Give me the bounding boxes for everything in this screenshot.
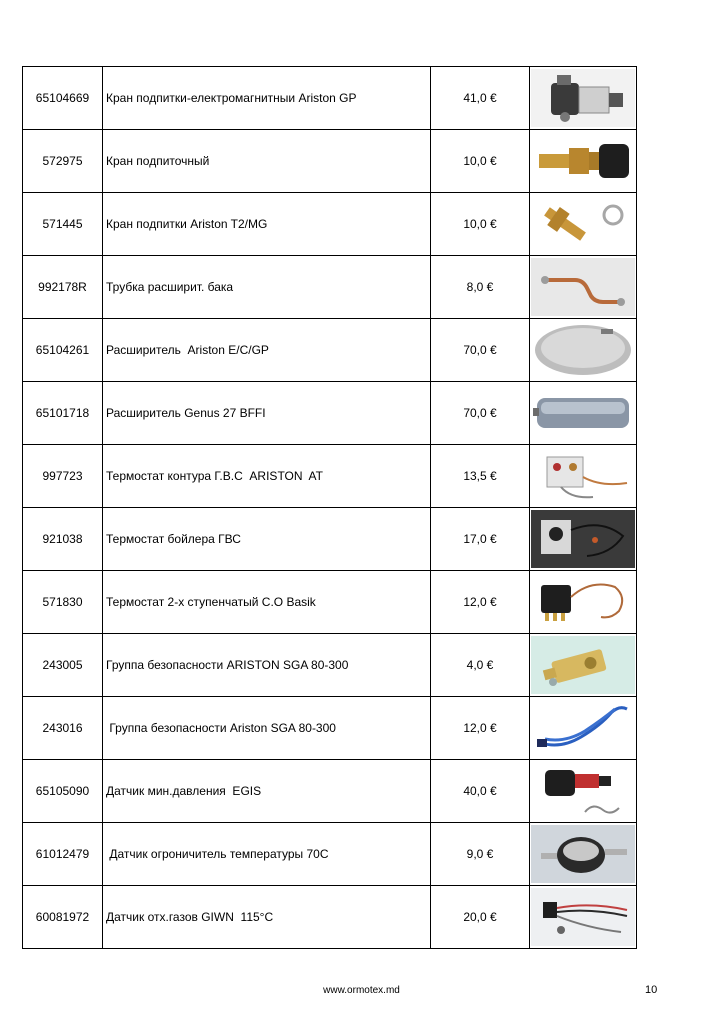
product-price: 20,0 € [431,886,530,949]
product-name: Датчик мин.давления EGIS [103,760,431,823]
product-code: 243016 [23,697,103,760]
product-name: Термостат бойлера ГВС [103,508,431,571]
table-row [23,445,637,508]
safety-valve-fitting-photo [531,636,635,694]
circuit-thermostat-photo [531,447,635,505]
flue-gas-sensor-photo [531,888,635,946]
copper-pipe-photo [531,258,635,316]
product-name: Группа безопасности ARISTON SGA 80-300 [103,634,431,697]
table-row [23,193,637,256]
table-row [23,319,637,382]
table-row [23,571,637,634]
blue-cable-sensor-photo [531,699,635,757]
product-name: Расширитель Genus 27 BFFI [103,382,431,445]
product-code: 997723 [23,445,103,508]
two-stage-thermostat-photo [531,573,635,631]
footer-url: www.ormotex.md [323,985,400,996]
product-price: 70,0 € [431,382,530,445]
product-price: 41,0 € [431,67,530,130]
product-code: 572975 [23,130,103,193]
product-code: 992178R [23,256,103,319]
product-price: 12,0 € [431,571,530,634]
product-name: Датчик отх.газов GIWN 115°C [103,886,431,949]
product-price: 70,0 € [431,319,530,382]
brass-tap-photo [531,132,635,190]
product-price: 4,0 € [431,634,530,697]
table-row [23,130,637,193]
product-code: 571830 [23,571,103,634]
pressure-sensor-photo [531,762,635,820]
product-name: Кран подпитки-електромагнитныи Ariston GP [103,67,431,130]
product-price: 10,0 € [431,130,530,193]
product-code: 60081972 [23,886,103,949]
product-code: 65104669 [23,67,103,130]
product-code: 243005 [23,634,103,697]
table-row [23,382,637,445]
round-expansion-tank-photo [531,321,635,379]
table-row [23,823,637,886]
product-name: Расширитель Ariston E/C/GP [103,319,431,382]
product-name: Кран подпиточный [103,130,431,193]
product-price: 17,0 € [431,508,530,571]
brass-fitting-with-ring-photo [531,195,635,253]
product-code: 65104261 [23,319,103,382]
product-price: 12,0 € [431,697,530,760]
product-price: 9,0 € [431,823,530,886]
product-code: 921038 [23,508,103,571]
product-name: Группа безопасности Ariston SGA 80-300 [103,697,431,760]
product-code: 61012479 [23,823,103,886]
table-row [23,256,637,319]
product-code: 571445 [23,193,103,256]
product-code: 65105090 [23,760,103,823]
product-price: 10,0 € [431,193,530,256]
price-table [22,66,637,949]
product-name: Трубка расширит. бака [103,256,431,319]
product-price: 8,0 € [431,256,530,319]
product-price: 13,5 € [431,445,530,508]
table-row [23,760,637,823]
boiler-thermostat-photo [531,510,635,568]
temperature-limiter-photo [531,825,635,883]
product-name: Датчик огроничитель температуры 70С [103,823,431,886]
product-name: Кран подпитки Ariston T2/MG [103,193,431,256]
flat-expansion-tank-photo [531,384,635,442]
table-row [23,697,637,760]
table-row [23,634,637,697]
table-row [23,67,637,130]
product-name: Термостат контура Г.В.С ARISTON AT [103,445,431,508]
product-name: Термостат 2-х ступенчатый С.О Basik [103,571,431,634]
solenoid-valve-photo [531,69,635,127]
table-row [23,886,637,949]
page-number: 10 [645,984,658,996]
product-code: 65101718 [23,382,103,445]
table-row [23,508,637,571]
product-price: 40,0 € [431,760,530,823]
